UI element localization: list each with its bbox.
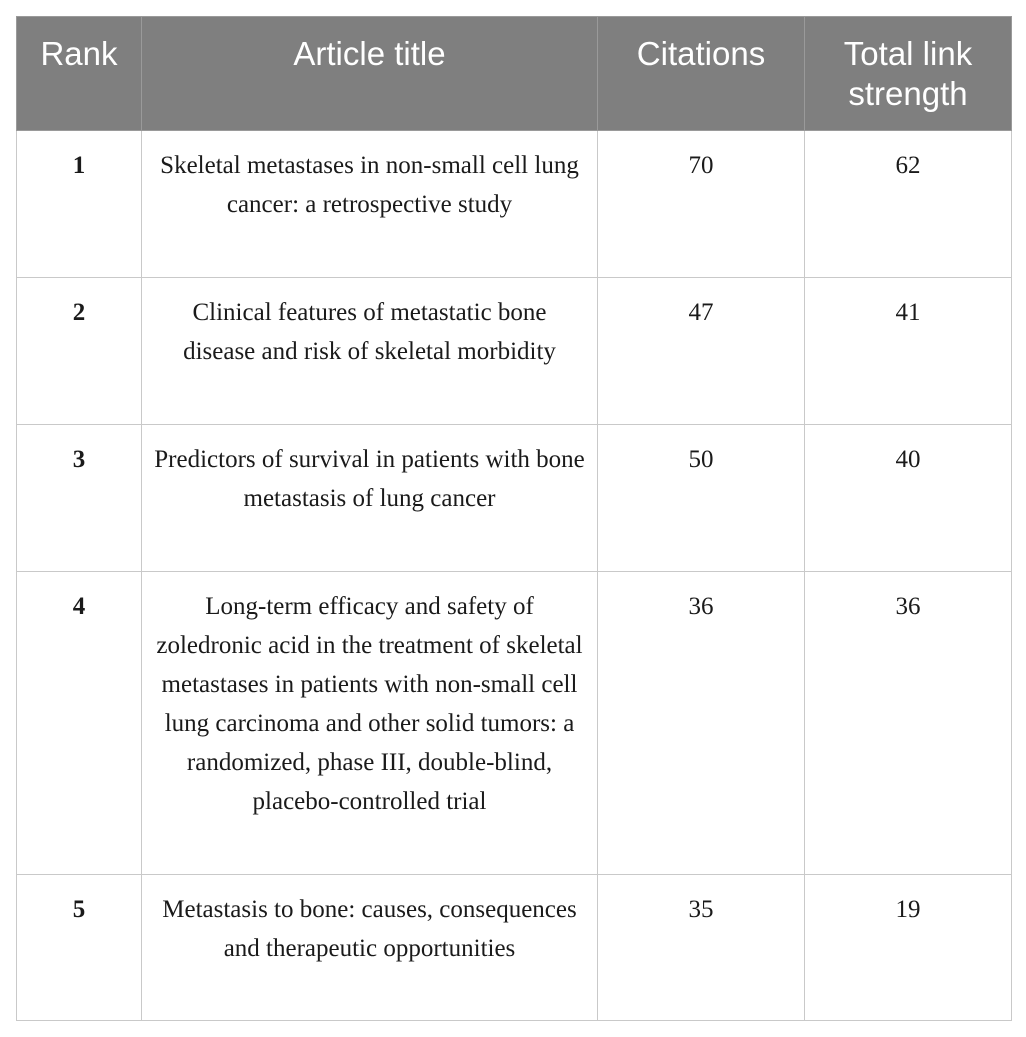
- citations-cell: 70: [598, 131, 805, 278]
- table-row: [17, 131, 1012, 278]
- rank-column-header: Rank: [17, 17, 142, 131]
- table-header: [17, 17, 1012, 131]
- table-body: [17, 131, 1012, 1021]
- citations-cell: 36: [598, 572, 805, 875]
- total-link-strength-cell: 40: [805, 425, 1012, 572]
- citations-cell: 50: [598, 425, 805, 572]
- article-title-cell: [142, 278, 598, 425]
- table-row: [17, 425, 1012, 572]
- article-title-cell: [142, 572, 598, 875]
- article-title-cell: [142, 425, 598, 572]
- citations-column-header: Citations: [598, 17, 805, 131]
- table-row: [17, 278, 1012, 425]
- article-title-text: Predictors of survival in patients with bone metastasis of lung cancer: [154, 446, 585, 512]
- rank-cell: 4: [17, 572, 142, 875]
- total-link-strength-cell: 62: [805, 131, 1012, 278]
- total-link-strength-cell: 41: [805, 278, 1012, 425]
- total-link-strength-column-header: Total link strength: [805, 17, 1012, 131]
- header-row: [17, 17, 1012, 131]
- article-title-cell: [142, 131, 598, 278]
- rank-cell: 1: [17, 131, 142, 278]
- rank-cell: 5: [17, 875, 142, 1021]
- article-title-column-header: Article title: [142, 17, 598, 131]
- table-row: [17, 572, 1012, 875]
- total-link-strength-cell: 19: [805, 875, 1012, 1021]
- top-cited-articles-table: [16, 16, 1012, 1021]
- citations-cell: 47: [598, 278, 805, 425]
- article-title-cell: [142, 875, 598, 1021]
- citations-cell: 35: [598, 875, 805, 1021]
- article-title-text: Long-term efficacy and safety of zoledronic acid in the treatment of skeletal metastases in patients with non-small cell lung carcinoma and other solid tumors: a randomized, phase III, double-blind, placebo-controlled trial: [156, 593, 583, 815]
- total-link-strength-cell: 36: [805, 572, 1012, 875]
- article-title-text: Skeletal metastases in non-small cell lung cancer: a retrospective study: [160, 152, 579, 218]
- article-title-text: Metastasis to bone: causes, consequences and therapeutic opportunities: [162, 896, 577, 962]
- rank-cell: 3: [17, 425, 142, 572]
- article-title-text: Clinical features of metastatic bone disease and risk of skeletal morbidity: [183, 299, 556, 365]
- rank-cell: 2: [17, 278, 142, 425]
- table-row: [17, 875, 1012, 1021]
